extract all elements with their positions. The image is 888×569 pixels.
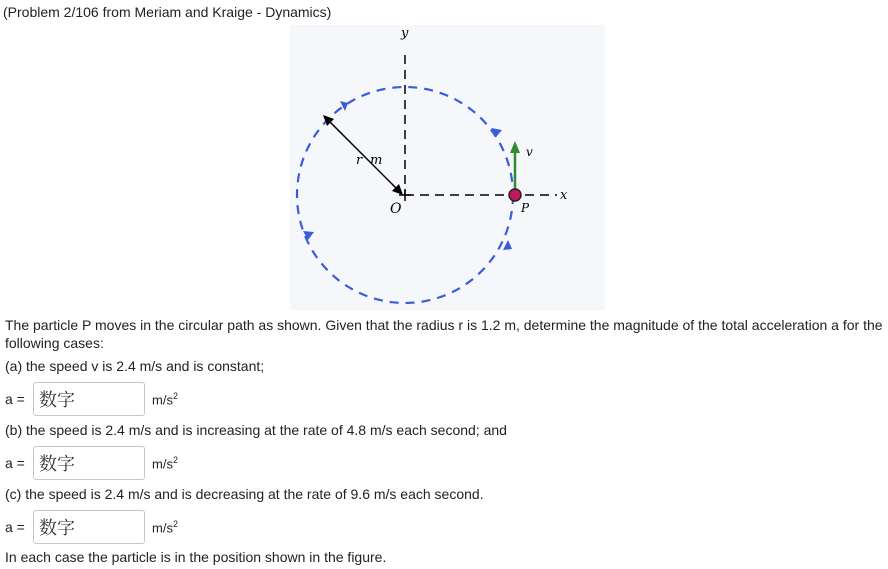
particle-p xyxy=(509,189,521,201)
case-a-text: (a) the speed v is 2.4 m/s and is constant; xyxy=(5,358,265,374)
answer-unit: $m/s^2$ xyxy=(152,390,178,408)
answer-input-c[interactable]: 数字 xyxy=(33,510,145,544)
answer-row-c xyxy=(5,510,178,544)
case-c-text: (c) the speed is 2.4 m/s and is decreasing at the rate of 9.6 m/s each second. xyxy=(5,486,484,502)
particle-label: P xyxy=(521,201,530,215)
y-axis-label: y xyxy=(401,26,409,41)
figure-svg xyxy=(290,25,605,310)
problem-statement: The particle P moves in the circular path as shown. Given that the radius r is 1.2 m, determine the magnitude of the total acceleration a for the following cases: xyxy=(5,317,883,351)
answer-unit: $m/s^2$ xyxy=(152,518,178,536)
circular-path-figure xyxy=(290,25,605,310)
answer-input-b[interactable]: 数字 xyxy=(33,446,145,480)
origin-label: O xyxy=(390,201,402,217)
answer-row-b xyxy=(5,446,178,480)
velocity-label: v xyxy=(526,145,533,159)
x-axis-label: x xyxy=(560,188,568,203)
answer-label: a = xyxy=(5,519,25,535)
answer-row-a xyxy=(5,382,178,416)
answer-input-a[interactable]: 数字 xyxy=(33,382,145,416)
case-b-text: (b) the speed is 2.4 m/s and is increasing at the rate of 4.8 m/s each second; and xyxy=(5,422,507,438)
figure-background xyxy=(290,25,605,310)
radius-label: r xyxy=(356,153,363,168)
footer-note: In each case the particle is in the position shown in the figure. xyxy=(5,549,387,565)
answer-label: a = xyxy=(5,391,25,407)
page-title: (Problem 2/106 from Meriam and Kraige - Dynamics) xyxy=(3,4,332,20)
answer-unit: $m/s^2$ xyxy=(152,454,178,472)
answer-label: a = xyxy=(5,455,25,471)
radius-unit-label: m xyxy=(370,153,383,168)
